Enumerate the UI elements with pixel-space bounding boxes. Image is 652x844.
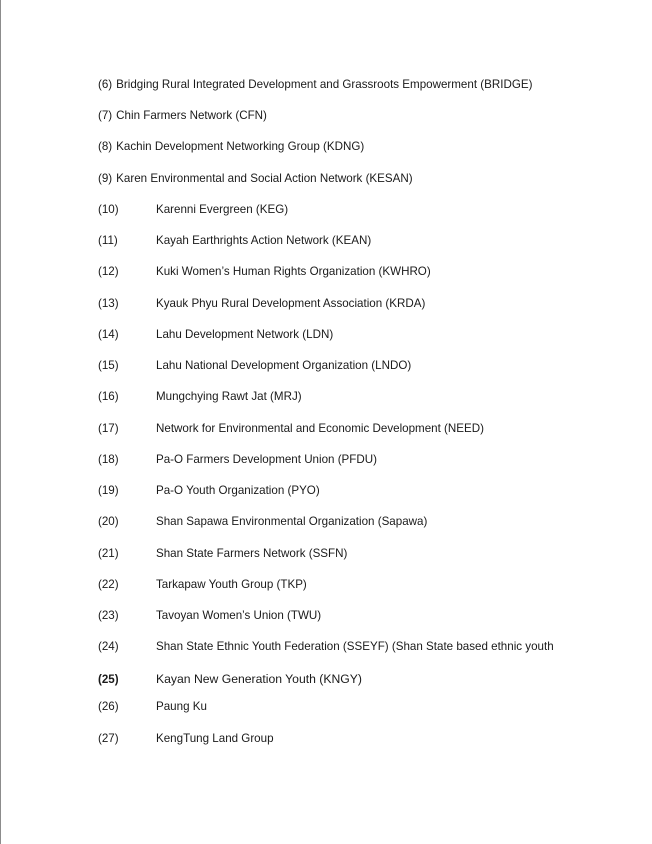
list-item bbox=[98, 202, 288, 218]
list-item bbox=[98, 358, 411, 374]
item-text: KengTung Land Group bbox=[156, 732, 274, 745]
item-number: (11) bbox=[98, 234, 118, 247]
item-number: (6) bbox=[98, 78, 113, 91]
item-text: Shan State Farmers Network (SSFN) bbox=[156, 547, 348, 560]
list-item bbox=[98, 639, 554, 655]
item-text: Lahu National Development Organization (LNDO) bbox=[156, 359, 412, 372]
item-text: Bridging Rural Integrated Development and Grassroots Empowerment (BRIDGE) bbox=[116, 78, 533, 91]
list-item bbox=[98, 731, 274, 747]
list-item bbox=[98, 608, 321, 624]
item-text: Shan Sapawa Environmental Organization (Sapawa) bbox=[156, 515, 428, 528]
item-number: (16) bbox=[98, 390, 119, 403]
item-number: (20) bbox=[98, 515, 119, 528]
list-item bbox=[98, 671, 362, 687]
item-number: (18) bbox=[98, 453, 119, 466]
item-text: Network for Environmental and Economic Development (NEED) bbox=[156, 422, 484, 435]
list-item bbox=[98, 108, 267, 124]
item-text: Kachin Development Networking Group (KDNG) bbox=[116, 140, 365, 153]
list-item bbox=[98, 514, 427, 530]
item-number: (27) bbox=[98, 732, 119, 745]
item-text: Lahu Development Network (LDN) bbox=[156, 328, 334, 341]
item-number: (10) bbox=[98, 203, 119, 216]
item-number: (25) bbox=[98, 673, 119, 686]
list-item bbox=[98, 421, 484, 437]
item-number: (24) bbox=[98, 640, 119, 653]
item-number: (22) bbox=[98, 578, 119, 591]
item-number: (8) bbox=[98, 140, 113, 153]
item-text: Paung Ku bbox=[156, 700, 207, 713]
item-number: (17) bbox=[98, 422, 119, 435]
item-number: (14) bbox=[98, 328, 119, 341]
list-item bbox=[98, 171, 413, 187]
item-text: Pa-O Youth Organization (PYO) bbox=[156, 484, 320, 497]
item-number: (19) bbox=[98, 484, 119, 497]
list-item bbox=[98, 264, 431, 280]
list-item bbox=[98, 327, 333, 343]
list-item bbox=[98, 77, 532, 93]
item-number: (26) bbox=[98, 700, 119, 713]
list-item bbox=[98, 577, 307, 593]
item-text: Shan State Ethnic Youth Federation (SSEYF) (Shan State based ethnic youth bbox=[156, 640, 554, 653]
list-item bbox=[98, 389, 302, 405]
item-number: (15) bbox=[98, 359, 119, 372]
list-item bbox=[98, 483, 320, 499]
item-text: Kyauk Phyu Rural Development Association (KRDA) bbox=[156, 297, 426, 310]
item-text: Karen Environmental and Social Action Network (KESAN) bbox=[116, 172, 413, 185]
list-item bbox=[98, 139, 364, 155]
item-text: Tavoyan Women’s Union (TWU) bbox=[156, 609, 322, 622]
item-number: (21) bbox=[98, 547, 119, 560]
item-number: (23) bbox=[98, 609, 119, 622]
item-number: (7) bbox=[98, 109, 113, 122]
item-text: Chin Farmers Network (CFN) bbox=[116, 109, 267, 122]
item-number: (12) bbox=[98, 265, 119, 278]
list-item bbox=[98, 452, 377, 468]
item-text: Pa-O Farmers Development Union (PFDU) bbox=[156, 453, 377, 466]
list-item bbox=[98, 699, 207, 715]
item-text: Tarkapaw Youth Group (TKP) bbox=[156, 578, 307, 591]
item-text: Kayan New Generation Youth (KNGY) bbox=[156, 672, 362, 686]
item-number: (13) bbox=[98, 297, 119, 310]
item-text: Karenni Evergreen (KEG) bbox=[156, 203, 289, 216]
item-text: Kuki Women’s Human Rights Organization (KWHRO) bbox=[156, 265, 431, 278]
item-text: Mungchying Rawt Jat (MRJ) bbox=[156, 390, 302, 403]
list-item bbox=[98, 296, 425, 312]
list-item bbox=[98, 546, 347, 562]
item-number: (9) bbox=[98, 172, 113, 185]
item-text: Kayah Earthrights Action Network (KEAN) bbox=[156, 234, 372, 247]
list-item bbox=[98, 233, 371, 249]
